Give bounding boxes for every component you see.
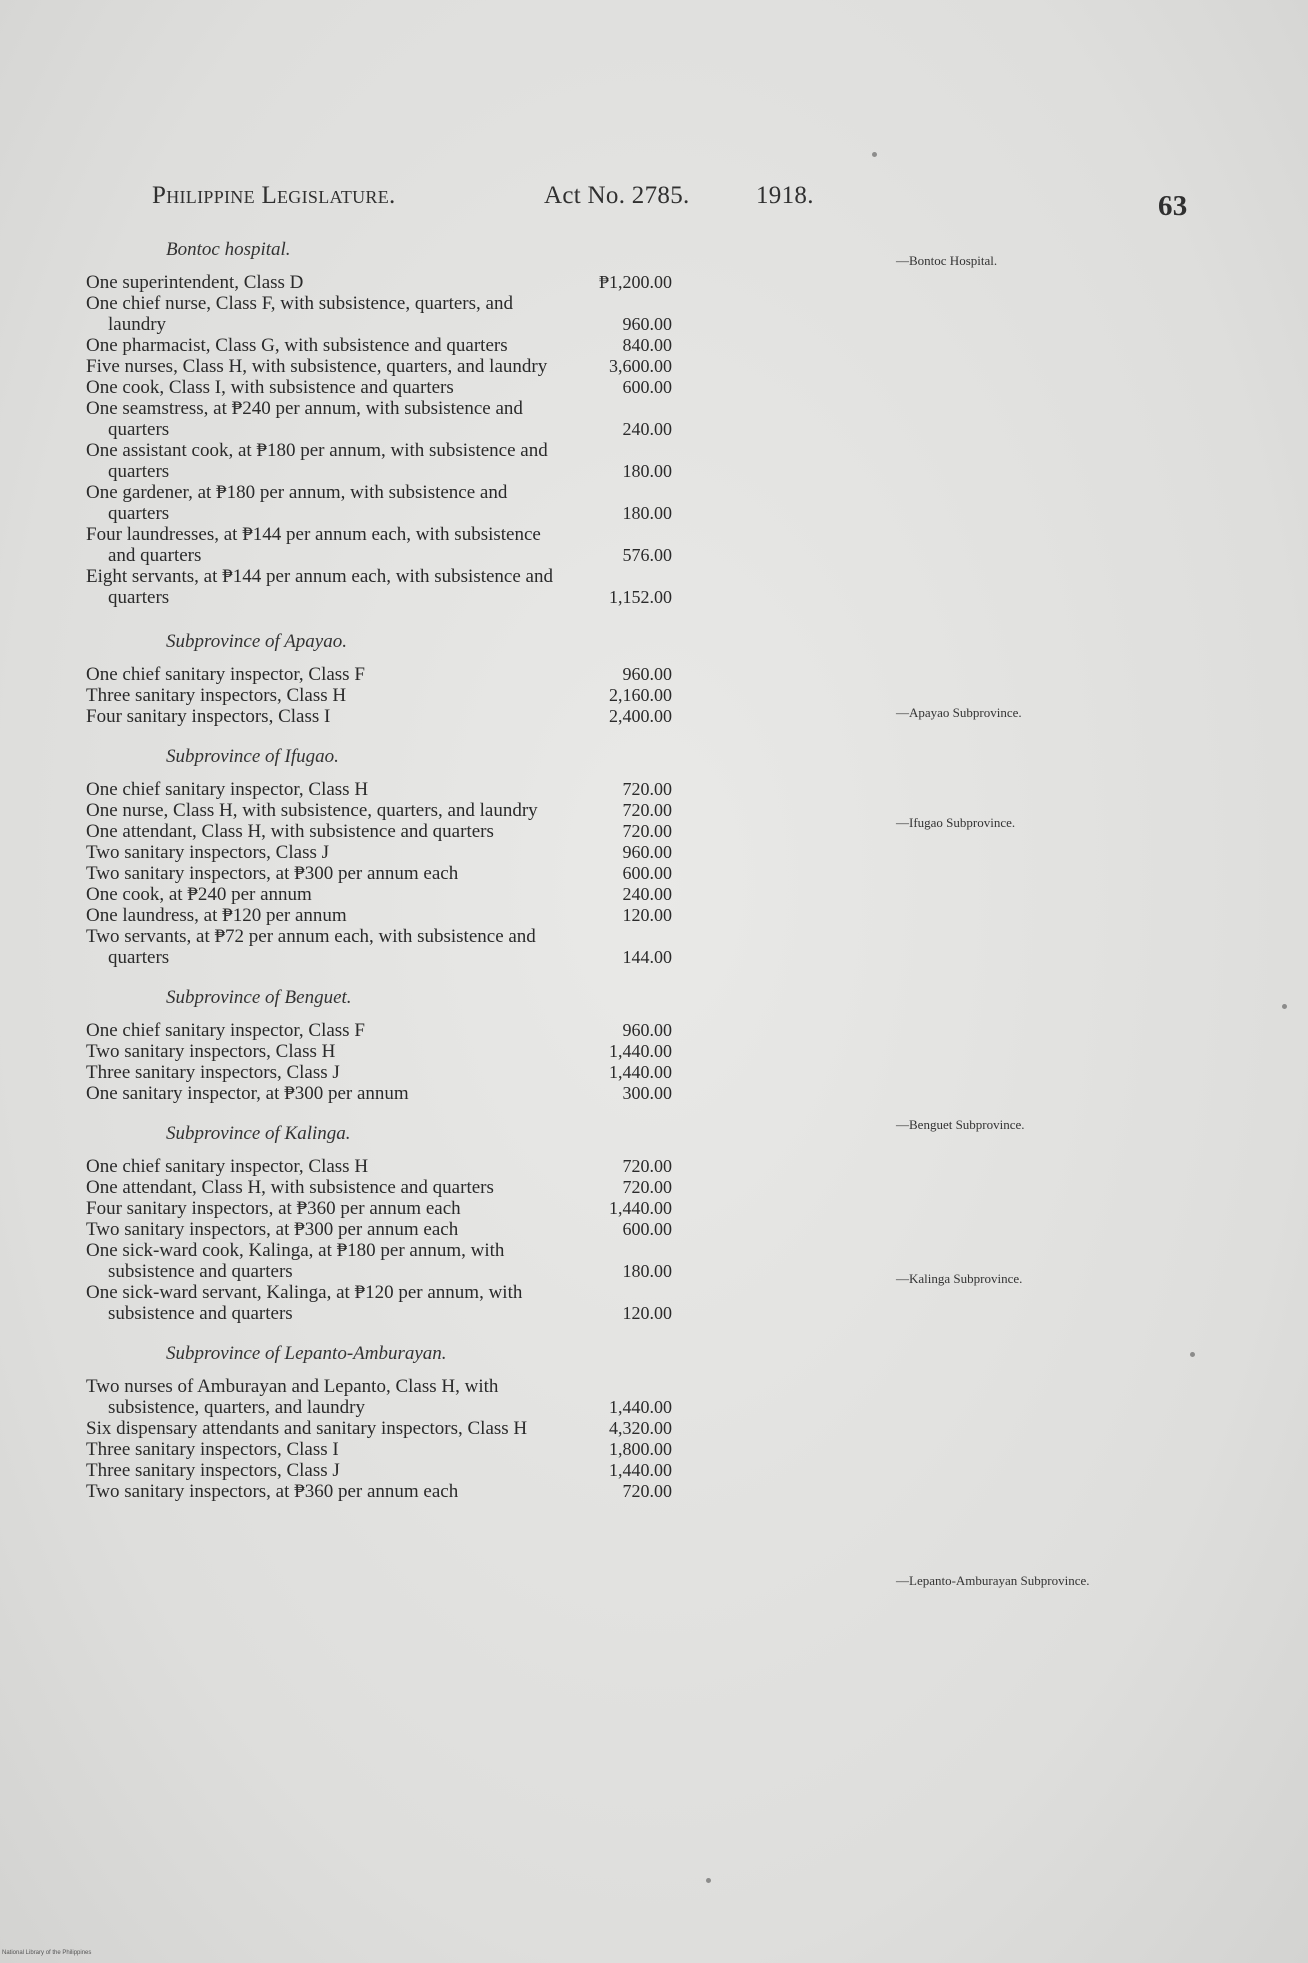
item-description: Two sanitary inspectors, at ₱300 per annum each: [86, 863, 459, 884]
item-description: One attendant, Class H, with subsistence and quarters: [86, 1177, 494, 1198]
list-item: [86, 1020, 706, 1041]
item-description: Two servants, at ₱72 per annum each, with subsistence and quarters: [86, 926, 536, 968]
list-item: [86, 566, 706, 608]
list-item: [86, 1376, 706, 1418]
margin-note: —Apayao Subprovince.: [896, 705, 1022, 720]
item-amount: 720.00: [622, 1177, 672, 1197]
header-title: Philippine Legislature.: [152, 182, 396, 209]
item-amount: 960.00: [622, 314, 672, 334]
section: [86, 238, 706, 608]
list-item: [86, 1041, 706, 1062]
item-description: Eight servants, at ₱144 per annum each, with subsistence and quarters: [86, 566, 553, 608]
list-item: [86, 1219, 706, 1240]
section: [86, 986, 706, 1104]
item-description: One chief nurse, Class F, with subsistence, quarters, and laundry: [86, 293, 513, 335]
list-item: [86, 524, 706, 566]
section-title: Bontoc hospital.: [166, 239, 291, 260]
item-amount: 1,440.00: [609, 1397, 672, 1417]
list-item: [86, 482, 706, 524]
item-description: One superintendent, Class D: [86, 272, 304, 293]
item-description: One attendant, Class H, with subsistence and quarters: [86, 821, 494, 842]
item-amount: 720.00: [622, 1156, 672, 1176]
list-item: [86, 1481, 706, 1502]
list-item: [86, 800, 706, 821]
item-amount: 4,320.00: [609, 1418, 672, 1438]
item-description: One cook, Class I, with subsistence and quarters: [86, 377, 454, 398]
list-item: [86, 1062, 706, 1083]
margin-note: —Benguet Subprovince.: [896, 1117, 1025, 1132]
item-amount: 600.00: [622, 863, 672, 883]
item-amount: 180.00: [622, 1261, 672, 1281]
list-item: [86, 664, 706, 685]
item-amount: 2,400.00: [609, 706, 672, 726]
section-title: Subprovince of Apayao.: [166, 631, 347, 652]
item-amount: 1,152.00: [609, 587, 672, 607]
item-description: One pharmacist, Class G, with subsistence and quarters: [86, 335, 508, 356]
paper-speck: [706, 1878, 711, 1883]
item-description: One sick-ward cook, Kalinga, at ₱180 per annum, with subsistence and quarters: [86, 1240, 505, 1282]
list-item: [86, 926, 706, 968]
item-description: Three sanitary inspectors, Class H: [86, 685, 347, 706]
list-item: [86, 706, 706, 727]
item-amount: 144.00: [622, 947, 672, 967]
list-item: [86, 1156, 706, 1177]
list-item: [86, 779, 706, 800]
appropriation-list: [86, 238, 706, 1502]
item-description: Two nurses of Amburayan and Lepanto, Class H, with subsistence, quarters, and laundry: [86, 1376, 499, 1418]
item-description: One laundress, at ₱120 per annum: [86, 905, 347, 926]
item-description: One sick-ward servant, Kalinga, at ₱120 per annum, with subsistence and quarters: [86, 1282, 523, 1324]
item-amount: 960.00: [622, 1020, 672, 1040]
item-description: Two sanitary inspectors, Class H: [86, 1041, 336, 1062]
item-amount: 720.00: [622, 779, 672, 799]
item-amount: 720.00: [622, 800, 672, 820]
item-amount: 180.00: [622, 461, 672, 481]
list-item: [86, 1177, 706, 1198]
margin-note: —Ifugao Subprovince.: [896, 815, 1016, 830]
item-amount: 240.00: [622, 884, 672, 904]
margin-note: —Kalinga Subprovince.: [896, 1271, 1023, 1286]
item-amount: 120.00: [622, 1303, 672, 1323]
item-amount: 840.00: [622, 335, 672, 355]
item-description: One nurse, Class H, with subsistence, quarters, and laundry: [86, 800, 538, 821]
item-description: One chief sanitary inspector, Class H: [86, 1156, 369, 1177]
header-year: 1918.: [756, 182, 814, 209]
item-amount: 1,440.00: [609, 1460, 672, 1480]
item-amount: 1,440.00: [609, 1062, 672, 1082]
item-amount: 2,160.00: [609, 685, 672, 705]
list-item: [86, 440, 706, 482]
item-description: Two sanitary inspectors, Class J: [86, 842, 330, 863]
section-title: Subprovince of Kalinga.: [166, 1123, 351, 1144]
item-description: Four laundresses, at ₱144 per annum each, with subsistence and quarters: [86, 524, 541, 566]
item-amount: 600.00: [622, 1219, 672, 1239]
list-item: [86, 1240, 706, 1282]
section-title: Subprovince of Ifugao.: [166, 746, 339, 767]
list-item: [86, 398, 706, 440]
item-description: One assistant cook, at ₱180 per annum, with subsistence and quarters: [86, 440, 548, 482]
list-item: [86, 1083, 706, 1104]
item-amount: 3,600.00: [609, 356, 672, 376]
item-description: One chief sanitary inspector, Class F: [86, 664, 365, 685]
list-item: [86, 821, 706, 842]
list-item: [86, 377, 706, 398]
list-item: [86, 272, 706, 293]
item-description: Six dispensary attendants and sanitary inspectors, Class H: [86, 1418, 528, 1439]
page-number: 63: [1158, 190, 1188, 222]
paper-speck: [1282, 1004, 1287, 1009]
item-description: Three sanitary inspectors, Class J: [86, 1062, 340, 1083]
item-amount: ₱1,200.00: [598, 272, 672, 292]
item-amount: 960.00: [622, 842, 672, 862]
list-item: [86, 1418, 706, 1439]
item-description: Three sanitary inspectors, Class I: [86, 1439, 339, 1460]
item-description: One chief sanitary inspector, Class H: [86, 779, 369, 800]
list-item: [86, 905, 706, 926]
list-item: [86, 1439, 706, 1460]
paper-speck: [1190, 1352, 1195, 1357]
item-amount: 1,440.00: [609, 1041, 672, 1061]
footer-credit: National Library of the Philippines: [2, 1950, 92, 1956]
item-amount: 1,800.00: [609, 1439, 672, 1459]
item-amount: 1,440.00: [609, 1198, 672, 1218]
item-description: Four sanitary inspectors, at ₱360 per annum each: [86, 1198, 461, 1219]
list-item: [86, 293, 706, 335]
item-description: One seamstress, at ₱240 per annum, with subsistence and quarters: [86, 398, 523, 440]
item-amount: 240.00: [622, 419, 672, 439]
header-act: Act No. 2785.: [544, 182, 690, 209]
running-header: [152, 182, 1192, 222]
margin-note: —Bontoc Hospital.: [896, 253, 998, 268]
item-description: Two sanitary inspectors, at ₱360 per annum each: [86, 1481, 459, 1502]
section: [86, 745, 706, 968]
list-item: [86, 863, 706, 884]
paper-speck: [872, 152, 877, 157]
list-item: [86, 1460, 706, 1481]
list-item: [86, 1282, 706, 1324]
item-description: One chief sanitary inspector, Class F: [86, 1020, 365, 1041]
item-description: Two sanitary inspectors, at ₱300 per annum each: [86, 1219, 459, 1240]
section-title: Subprovince of Benguet.: [166, 987, 352, 1008]
section: [86, 1342, 706, 1502]
section: [86, 1122, 706, 1324]
item-description: One gardener, at ₱180 per annum, with subsistence and quarters: [86, 482, 508, 524]
item-amount: 300.00: [622, 1083, 672, 1103]
item-description: Four sanitary inspectors, Class I: [86, 706, 331, 727]
item-amount: 720.00: [622, 821, 672, 841]
item-description: Five nurses, Class H, with subsistence, quarters, and laundry: [86, 356, 548, 377]
list-item: [86, 842, 706, 863]
item-amount: 180.00: [622, 503, 672, 523]
list-item: [86, 356, 706, 377]
section: [86, 630, 706, 727]
item-amount: 600.00: [622, 377, 672, 397]
margin-note: —Lepanto-Amburayan Subprovince.: [896, 1573, 1090, 1588]
list-item: [86, 1198, 706, 1219]
list-item: [86, 335, 706, 356]
list-item: [86, 884, 706, 905]
item-amount: 120.00: [622, 905, 672, 925]
list-item: [86, 685, 706, 706]
item-description: One sanitary inspector, at ₱300 per annum: [86, 1083, 409, 1104]
item-amount: 576.00: [622, 545, 672, 565]
section-title: Subprovince of Lepanto-Amburayan.: [166, 1343, 447, 1364]
item-description: One cook, at ₱240 per annum: [86, 884, 312, 905]
item-amount: 960.00: [622, 664, 672, 684]
item-amount: 720.00: [622, 1481, 672, 1501]
item-description: Three sanitary inspectors, Class J: [86, 1460, 340, 1481]
